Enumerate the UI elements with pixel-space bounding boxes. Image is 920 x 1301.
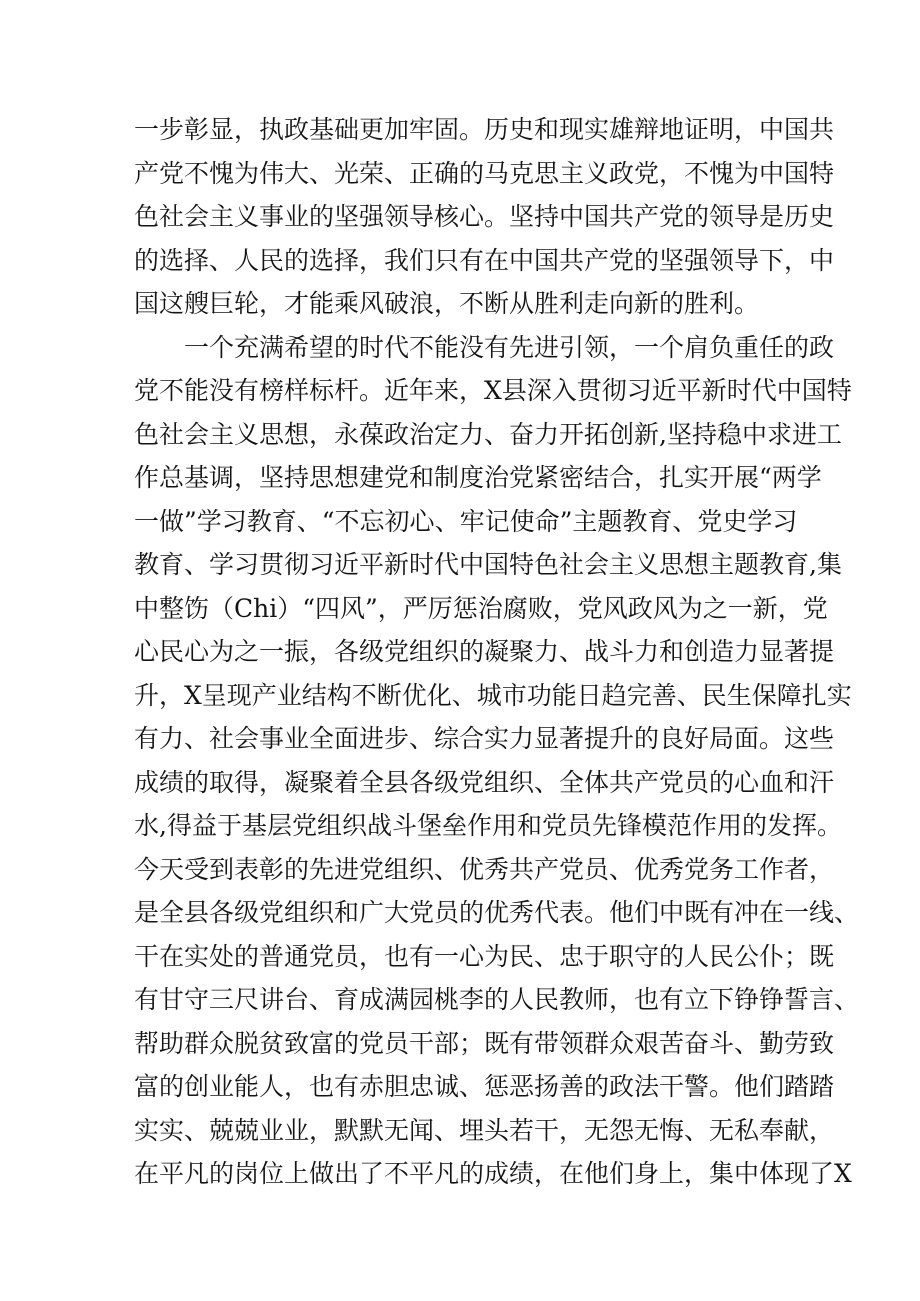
text-line: 干在实处的普通党员，也有一心为民、忠于职守的人民公仆；既	[134, 941, 835, 971]
text-line: 帮助群众脱贫致富的党员干部；既有带领群众艰苦奋斗、勤劳致	[134, 1028, 835, 1058]
text-line: 在平凡的岗位上做出了不平凡的成绩，在他们身上，集中体现了X	[134, 1159, 852, 1188]
text-line: 一个充满希望的时代不能没有先进引领，一个肩负重任的政	[184, 332, 835, 362]
text-line: 富的创业能人，也有赤胆忠诚、惩恶扬善的政法干警。他们踏踏	[134, 1072, 835, 1101]
text-line: 升，X呈现产业结构不断优化、城市功能日趋完善、民生保障扎实	[134, 680, 852, 710]
text-line: 的选择、人民的选择，我们只有在中国共产党的坚强领导下，中	[134, 245, 835, 275]
text-line: 一步彰显，执政基础更加牢固。历史和现实雄辩地证明，中国共	[134, 115, 835, 144]
text-line: 有甘守三尺讲台、育成满园桃李的人民教师，也有立下铮铮誓言、	[134, 985, 860, 1014]
text-line: 色社会主义事业的坚强领导核心。坚持中国共产党的领导是历史	[134, 202, 835, 231]
text-line: 国这艘巨轮，才能乘风破浪，不断从胜利走向新的胜利。	[134, 289, 760, 318]
text-line: 成绩的取得，凝聚着全县各级党组织、全体共产党员的心血和汗	[134, 767, 835, 797]
body-text	[134, 108, 860, 1196]
text-line: 作总基调，坚持思想建党和制度治党紧密结合，扎实开展“两学	[134, 463, 822, 492]
text-line: 教育、学习贯彻习近平新时代中国特色社会主义思想主题教育,集	[134, 550, 842, 579]
text-line: 色社会主义思想，永葆政治定力、奋力开拓创新,坚持稳中求进工	[134, 419, 842, 449]
text-line: 是全县各级党组织和广大党员的优秀代表。他们中既有冲在一线、	[134, 898, 860, 927]
text-line: 实实、兢兢业业，默默无闻、埋头若干，无怨无悔、无私奉献，	[134, 1115, 835, 1145]
text-line: 有力、社会事业全面进步、综合实力显著提升的良好局面。这些	[134, 724, 835, 753]
text-line: 水,得益于基层党组织战斗堡垒作用和党员先锋模范作用的发挥。	[134, 811, 842, 840]
text-line: 党不能没有榜样标杆。近年来，X县深入贯彻习近平新时代中国特	[134, 376, 852, 405]
text-line: 一做”学习教育、“不忘初心、牢记使命”主题教育、党史学习	[134, 506, 798, 536]
text-line: 产党不愧为伟大、光荣、正确的马克思主义政党，不愧为中国特	[134, 158, 835, 188]
text-line: 心民心为之一振，各级党组织的凝聚力、战斗力和创造力显著提	[134, 637, 835, 666]
text-line: 中整饬（Chi）“四风”，严厉惩治腐败，党风政风为之一新，党	[134, 593, 828, 623]
text-line: 今天受到表彰的先进党组织、优秀共产党员、优秀党务工作者，	[134, 854, 835, 884]
